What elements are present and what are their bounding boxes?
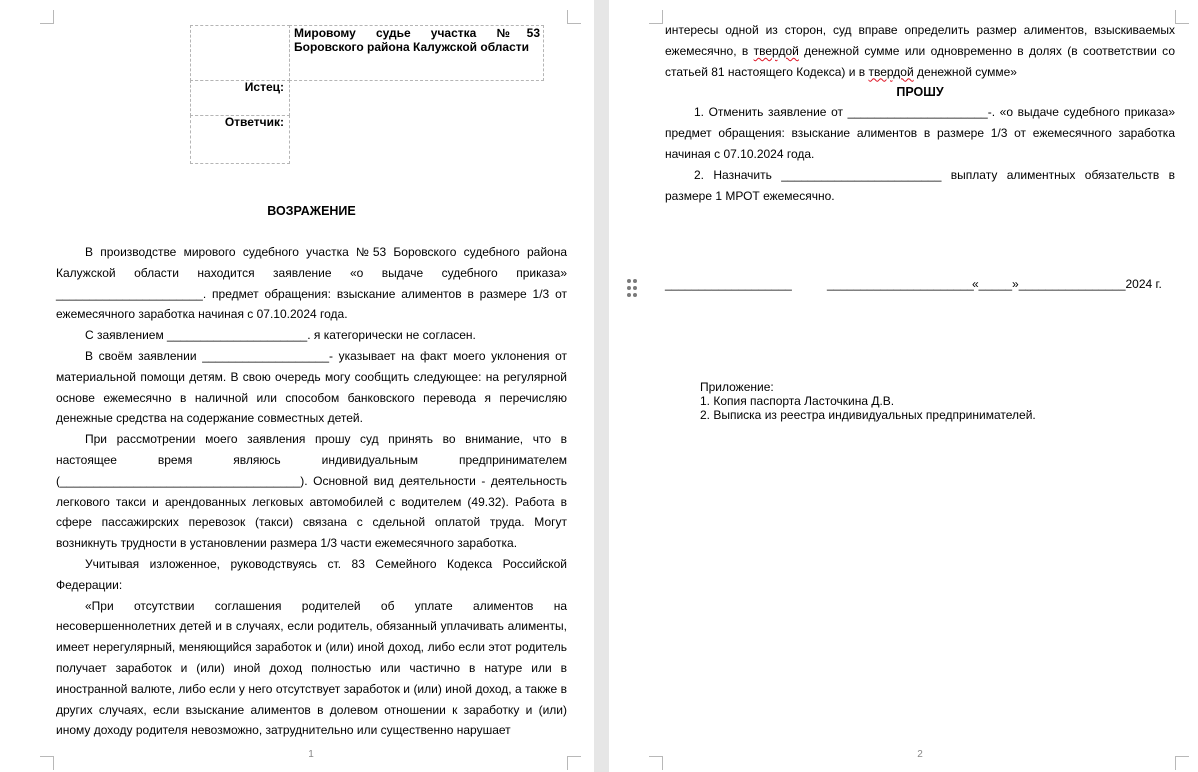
margin-corner-mark	[1175, 10, 1189, 24]
document-page-1	[0, 0, 594, 772]
page-gap	[594, 0, 609, 772]
signature-line[interactable]: ___________________	[665, 277, 792, 291]
appendix-title: Приложение:	[700, 380, 774, 394]
page-number: 2	[917, 749, 923, 760]
page-number: 1	[308, 749, 314, 760]
drag-handle-icon[interactable]	[625, 278, 639, 298]
quoted-law-paragraph[interactable]: «При отсутствии соглашения родителей об уплате алиментов на несовершеннолетних детей и в случаях, если родитель, обязанный уплачивать алименты, имеет нерегулярный, меняющийся заработок и (или) иной доход, либо если этот родитель получает заработок и (или) иной доход полностью или частично в натуре или в иностранной валюте, либо если у него отсутствует заработок и (или) иной доход, а также в других случаях, если взыскание алиментов в долевом отношении к заработку и (или) иному доходу родителя невозможно, затруднительно или существенно нарушает	[56, 598, 567, 738]
request-item[interactable]: 1. Отменить заявление от _____________________-. «о выдаче судебного приказа» предмет обращения: взыскание алиментов в размере 1/3 от ежемесячного заработка начиная с 07.10.2024 года.	[665, 105, 1175, 161]
margin-corner-mark	[40, 10, 54, 24]
spelling-error-word[interactable]: твердой	[868, 64, 914, 79]
continuation-text: интересы одной из сторон, суд вправе определить размер алиментов, взыскиваемых ежемесячно, в	[665, 23, 1175, 58]
body-paragraph[interactable]: Учитывая изложенное, руководствуясь ст. 83 Семейного Кодекса Российской Федерации:	[56, 556, 567, 592]
continuation-paragraph[interactable]	[665, 20, 1175, 82]
continuation-text: денежной сумме»	[913, 64, 1017, 79]
margin-corner-mark	[567, 756, 581, 770]
request-heading[interactable]: ПРОШУ	[896, 85, 944, 100]
header-table	[190, 25, 544, 164]
body-paragraph[interactable]: С заявлением _____________________. я категорически не согласен.	[85, 328, 476, 343]
plaintiff-label[interactable]: Истец:	[244, 80, 284, 94]
signature-date[interactable]: «_____»________________2024 г.	[972, 277, 1162, 291]
margin-corner-mark	[649, 10, 663, 24]
request-item[interactable]: 2. Назначить ________________________ выплату алиментных обязательств в размере 1 МРОТ ежемесячно.	[665, 167, 1175, 203]
margin-corner-mark	[567, 10, 581, 24]
court-recipient-line2[interactable]: Боровского района Калужской области	[294, 40, 530, 54]
page1-body[interactable]	[56, 242, 567, 741]
appendix-item: 2. Выписка из реестра индивидуальных предпринимателей.	[700, 408, 1036, 422]
body-paragraph[interactable]: При рассмотрении моего заявления прошу суд принять во внимание, что в настоящее время являюсь индивидуальным предпринимателем (____________________________________). Основной вид деятельности - деятельность легкового такси и арендованных легковых автомобилей с водителем (49.32). Работа в сфере пассажирских перевозок (такси) связана с сдельной оплатой труда. Могут возникнуть трудности в установлении размера 1/3 части ежемесячного заработка.	[56, 432, 567, 551]
court-recipient-line1[interactable]: Мировому судье участка №53	[294, 26, 540, 40]
header-table-cell	[190, 25, 290, 81]
page2-body[interactable]	[665, 20, 1175, 206]
margin-corner-mark	[1175, 756, 1189, 770]
defendant-label[interactable]: Ответчик:	[224, 115, 284, 129]
spelling-error-word[interactable]: твердой	[753, 43, 799, 58]
name-line[interactable]: ______________________	[827, 277, 974, 291]
margin-corner-mark	[649, 756, 663, 770]
appendix[interactable]	[700, 380, 1036, 422]
appendix-item: 1. Копия паспорта Ласточкина Д.В.	[700, 394, 895, 408]
document-page-2	[609, 0, 1198, 772]
body-paragraph[interactable]: В производстве мирового судебного участка №53 Боровского судебного района Калужской области находится заявление «о выдаче судебного приказа» ______________________. предмет обращения: взыскание алиментов в размере 1/3 от ежемесячного заработка начиная с 07.10.2024 года.	[56, 245, 567, 322]
continuation-text: денежной сумме или одновременно в долях (в соответствии со статьей 81 настоящего Кодекса) и в	[665, 43, 1175, 79]
body-paragraph[interactable]: В своём заявлении ___________________- указывает на факт моего уклонения от материальной помощи детям. В свою очередь могу сообщить следующее: на регулярной основе ежемесячно в наличной или способом банковского перевода я перечисляю денежные средства на содержание совместных детей.	[56, 348, 567, 426]
margin-corner-mark	[40, 756, 54, 770]
document-title[interactable]: ВОЗРАЖЕНИЕ	[267, 204, 356, 218]
